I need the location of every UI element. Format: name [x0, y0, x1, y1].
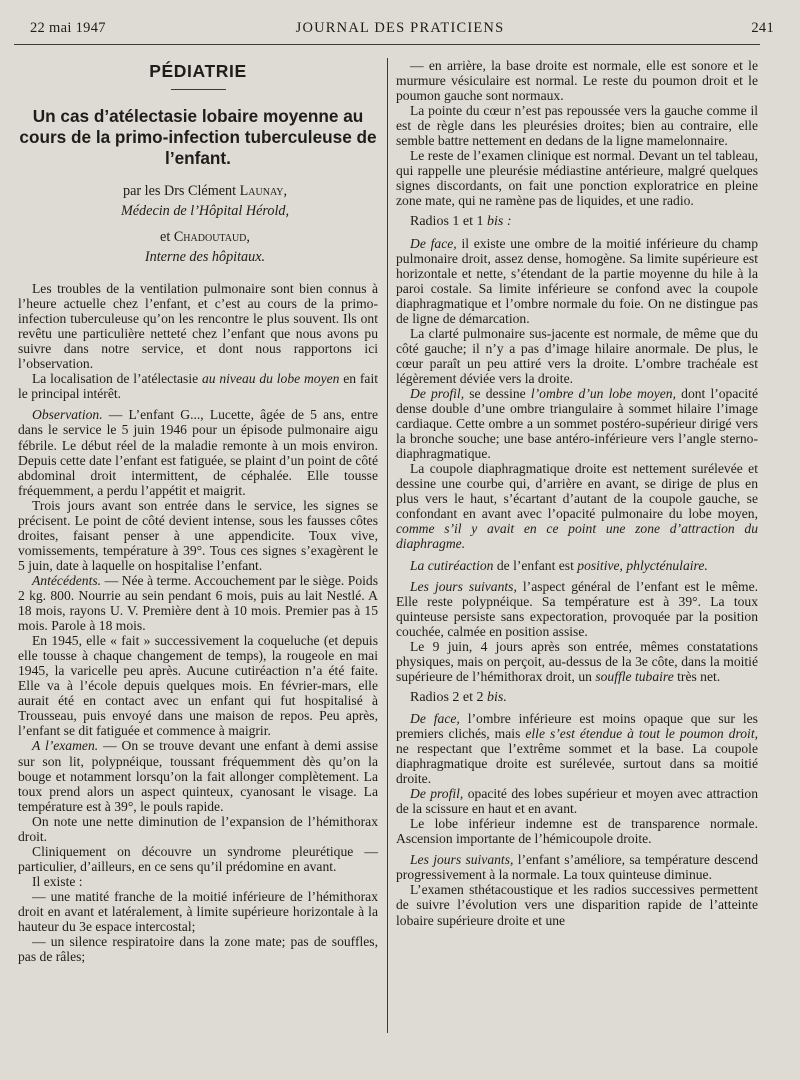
- issue-date: 22 mai 1947: [30, 20, 106, 36]
- paragraph: Le lobe inférieur indemne est de transparence normale. Ascension importante de l’hémicoupole droite.: [396, 816, 758, 847]
- column-divider: [387, 58, 388, 1033]
- paragraph: De face, il existe une ombre de la moitié inférieure du champ pulmonaire droit, assez dense, homogène. Sa limite supérieure est horizontale et nette, s’étendant de la partie moyenne du hile à la paroi costale. Sa limite inférieure se confond avec la coupole diaphragmatique et l’ombre normale du foie. On ne distingue pas de ligne de démarcation.: [396, 235, 759, 326]
- paragraph: La pointe du cœur n’est pas repoussée vers la gauche comme il est de règle dans les pleurésies droites; bien au contraire, elle semble battre nettement en dedans de la ligne mamelonnaire.: [396, 103, 758, 149]
- paragraph: Observation. — L’enfant G..., Lucette, âgée de 5 ans, entre dans le service le 5 juin 1946 pour un épisode pulmonaire aigu fébrile. Le début réel de la maladie remonte à un mois environ. Depuis cette date l’enfant est fatiguée, se plaint d’un point de côté abdominal droit intermittent, de céphalée. Elle tousse fréquemment, a perdu l’appétit et maigrit.: [18, 407, 378, 498]
- paragraph: De profil, se dessine l’ombre d’un lobe moyen, dont l’opacité dense double d’une ombre triangulaire à sommet hilaire l’image cardiaque. Cette ombre a un sommet postéro-supérieur dirigé vers la bronche souche; une base antéro-inférieure vers l’angle sterno-diaphragmatique.: [396, 385, 758, 462]
- section-rule: [171, 89, 226, 90]
- paragraph: En 1945, elle « fait » successivement la coqueluche (et depuis elle tousse à chaque changement de temps), la rougeole en mai 1945, la varicelle peu après. Aucune cutiréaction n’a été faite. Elle va à l’école depuis quelques mois. En février-mars, elle aurait été en contact avec un enfant qui fut hospitalisé à Trousseau, puis envoyé dans une maison de repos. Peu après, l’enfant se dit fatiguée et commence à maigrir.: [18, 633, 378, 739]
- paragraph: — un silence respiratoire dans la zone mate; pas de souffles, pas de râles;: [18, 934, 378, 965]
- paragraph: Les troubles de la ventilation pulmonaire sont bien connus à l’heure actuelle chez l’enfant, et c’est au cours de la primo-infection tuberculeuse qu’on les rencontre le plus souvent. Ils ont revêtu une particulière netteté chez l’enfant que nous avons pu suivre dans notre service, et dont nous rapportons ici l’observation.: [18, 281, 378, 372]
- left-column: [18, 58, 378, 964]
- author-line-2: et Chadoutaud,: [160, 229, 250, 246]
- paragraph: Le reste de l’examen clinique est normal. Devant un tel tableau, qui rappelle une pleurésie médiastine antérieure, malgré quelques signes discordants, on fait une ponction exploratrice en pleine zone mate, qui ne ramène pas de liquides, et une radio.: [396, 148, 758, 209]
- paragraph: L’examen sthétacoustique et les radios successives permettent de suivre l’évolution vers une disparition rapide de l’atteinte lobaire supérieure droite et une: [396, 882, 758, 928]
- paragraph: Antécédents. — Née à terme. Accouchement par le siège. Poids 2 kg. 800. Nourrie au sein pendant 6 mois, puis au lait Nestlé. A 18 mois, rayons U. V. Première dent à 10 mois. Premier pas à 15 mois. Parole à 18 mois.: [18, 572, 378, 634]
- paragraph: Cliniquement on découvre un syndrome pleurétique — particulier, d’ailleurs, en ce sens qu’il prédomine en avant.: [18, 843, 378, 874]
- paragraph: Le 9 juin, 4 jours après son entrée, mêmes constatations physiques, mais on perçoit, au-dessus de la 3e côte, dans la moitié supérieure de l’hémithorax droit, un souffle tubaire très net.: [396, 638, 758, 684]
- page-number: 241: [751, 20, 774, 36]
- article-title: Un cas d’atélectasie lobaire moyenne au cours de la primo-infection tuberculeuse de l’enfant.: [19, 106, 377, 169]
- author-affiliation-2: Interne des hôpitaux.: [144, 249, 266, 266]
- paragraph: La cutiréaction de l’enfant est positive, phlycténulaire.: [410, 557, 708, 573]
- paragraph: — en arrière, la base droite est normale, elle est sonore et le murmure vésiculaire est normal. Le reste du poumon droit et le poumon gauche sont normaux.: [396, 58, 758, 104]
- author-affiliation-1: Médecin de l’Hôpital Hérold,: [120, 203, 290, 220]
- paragraph: De face, l’ombre inférieure est moins opaque que sur les premiers clichés, mais elle s’est étendue à tout le poumon droit, ne respectant que l’extrême sommet et la base. La coupole diaphragmatique droite est surélevée, surtout dans sa moitié droite.: [396, 710, 758, 787]
- paragraph: Les jours suivants, l’enfant s’améliore, sa température descend progressivement à la normale. La toux quinteuse diminue.: [396, 852, 758, 883]
- radio-heading: Radios 2 et 2 bis.: [410, 689, 507, 705]
- paragraph: La clarté pulmonaire sus-jacente est normale, de même que du côté gauche; il n’y a pas d’image hilaire anormale. De plus, le cœur paraît un peu attiré vers la droite. L’ombre trachéale est légèrement déviée vers la droite.: [396, 325, 758, 386]
- paragraph: La coupole diaphragmatique droite est nettement surélevée et dessine une courbe qui, d’arrière en avant, se dirige de plus en plus vers le haut, s’écartant d’autant de la coupole gauche, se confondant en avant avec l’opacité pulmonaire du lobe moyen, comme s’il y avait en ce point une zone d’attraction du diaphragme.: [396, 461, 758, 552]
- header-rule: [14, 44, 760, 45]
- author-line-1: par les Drs Clément Launay,: [122, 183, 288, 200]
- paragraph: Il existe :: [32, 873, 83, 889]
- paragraph: De profil, opacité des lobes supérieur et moyen avec attraction de la scissure en haut et en avant.: [396, 786, 759, 817]
- paragraph: La localisation de l’atélectasie au niveau du lobe moyen en fait le principal intérêt.: [18, 371, 379, 402]
- paragraph: — une matité franche de la moitié inférieure de l’hémithorax droit en avant et latéralement, à limite supérieure horizontale à la hauteur du 3e espace intercostal;: [18, 888, 378, 935]
- paragraph: On note une nette diminution de l’expansion de l’hémithorax droit.: [18, 813, 378, 844]
- paragraph: Trois jours avant son entrée dans le service, les signes se précisent. Le point de côté devient intense, sous les fausses côtes droites, faisant penser à une appendicite. Toux vive, vomissements, température à 39°. Tous ces signes s’exagèrent le 5 juin, date à laquelle on hospitalise l’enfant.: [18, 497, 378, 573]
- section-title: PÉDIATRIE: [149, 61, 247, 81]
- journal-name: JOURNAL DES PRATICIENS: [295, 20, 505, 36]
- right-column: [396, 58, 758, 928]
- paragraph: Les jours suivants, l’aspect général de l’enfant est le même. Elle reste polypnéique. Sa température est à 39°. La toux quinteuse persiste sans expectoration, provoquée par la position couchée, calmée en position assise.: [396, 578, 758, 639]
- running-header: [22, 18, 778, 42]
- paragraph: A l’examen. — On se trouve devant une enfant à demi assise sur son lit, polypnéique, toussant fréquemment dès qu’on la bouge et notamment lorsqu’on la fait allonger complètement. La toux prend alors un aspect quinteux, cyanosant le visage. La température est à 39°, le pouls rapide.: [18, 738, 378, 814]
- radio-heading: Radios 1 et 1 bis :: [410, 214, 512, 230]
